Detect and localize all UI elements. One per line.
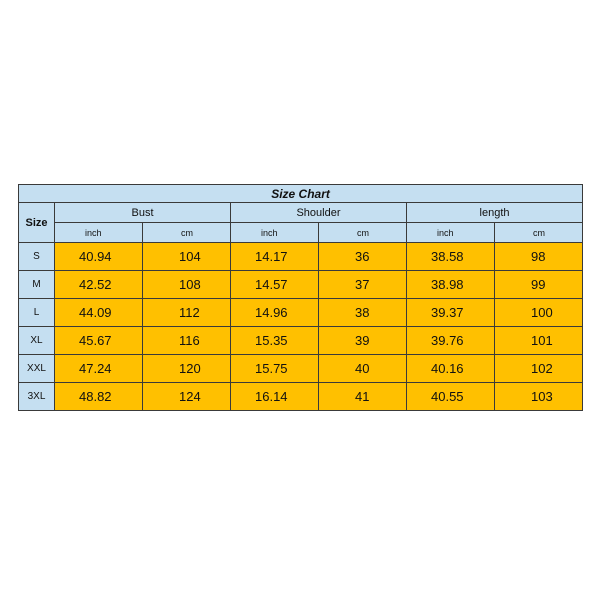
size-label: XXL xyxy=(19,355,55,383)
size-label: M xyxy=(19,271,55,299)
group-header-shoulder: Shoulder xyxy=(231,203,407,223)
size-chart-table xyxy=(18,184,583,411)
table-cell: 45.67 xyxy=(55,327,143,355)
table-cell: 16.14 xyxy=(231,383,319,411)
table-cell: 38.58 xyxy=(407,243,495,271)
unit-header: cm xyxy=(495,223,583,243)
table-row xyxy=(19,383,583,411)
table-cell: 15.75 xyxy=(231,355,319,383)
table-cell: 112 xyxy=(143,299,231,327)
table-cell: 102 xyxy=(495,355,583,383)
table-cell: 116 xyxy=(143,327,231,355)
table-row xyxy=(19,355,583,383)
size-label: 3XL xyxy=(19,383,55,411)
table-cell: 124 xyxy=(143,383,231,411)
table-cell: 103 xyxy=(495,383,583,411)
table-cell: 120 xyxy=(143,355,231,383)
unit-header: cm xyxy=(143,223,231,243)
table-row xyxy=(19,271,583,299)
table-row xyxy=(19,299,583,327)
table-cell: 48.82 xyxy=(55,383,143,411)
size-label: XL xyxy=(19,327,55,355)
table-cell: 40.16 xyxy=(407,355,495,383)
table-cell: 100 xyxy=(495,299,583,327)
table-cell: 40.55 xyxy=(407,383,495,411)
table-row xyxy=(19,243,583,271)
table-cell: 14.57 xyxy=(231,271,319,299)
unit-header-row xyxy=(19,223,583,243)
unit-header: cm xyxy=(319,223,407,243)
table-cell: 108 xyxy=(143,271,231,299)
table-cell: 47.24 xyxy=(55,355,143,383)
table-cell: 42.52 xyxy=(55,271,143,299)
table-cell: 37 xyxy=(319,271,407,299)
table-cell: 39 xyxy=(319,327,407,355)
group-header-length: length xyxy=(407,203,583,223)
group-header-bust: Bust xyxy=(55,203,231,223)
title-row xyxy=(19,185,583,203)
table-cell: 14.17 xyxy=(231,243,319,271)
size-label: L xyxy=(19,299,55,327)
table-cell: 14.96 xyxy=(231,299,319,327)
table-cell: 44.09 xyxy=(55,299,143,327)
group-header-row xyxy=(19,203,583,223)
table-cell: 39.37 xyxy=(407,299,495,327)
unit-header: inch xyxy=(231,223,319,243)
table-cell: 101 xyxy=(495,327,583,355)
table-cell: 40 xyxy=(319,355,407,383)
table-cell: 39.76 xyxy=(407,327,495,355)
table-cell: 38.98 xyxy=(407,271,495,299)
table-cell: 40.94 xyxy=(55,243,143,271)
size-column-header: Size xyxy=(19,203,55,243)
table-cell: 99 xyxy=(495,271,583,299)
table-cell: 41 xyxy=(319,383,407,411)
unit-header: inch xyxy=(55,223,143,243)
table-cell: 104 xyxy=(143,243,231,271)
table-row xyxy=(19,327,583,355)
table-cell: 38 xyxy=(319,299,407,327)
table-cell: 36 xyxy=(319,243,407,271)
unit-header: inch xyxy=(407,223,495,243)
table-cell: 98 xyxy=(495,243,583,271)
size-label: S xyxy=(19,243,55,271)
table-cell: 15.35 xyxy=(231,327,319,355)
table-title: Size Chart xyxy=(19,185,583,203)
